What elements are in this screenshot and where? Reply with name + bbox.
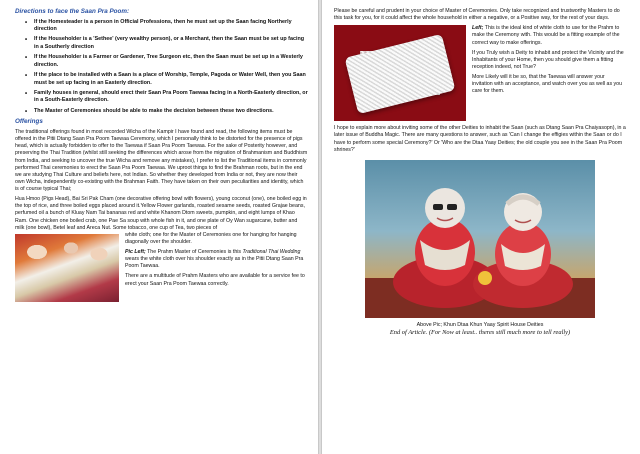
left-figure-glasses-r [447, 204, 457, 210]
intro-paragraph: Please be careful and prudent in your choice of Master of Ceremonies. Only take recognized and trustworthy Masters to do this task for you, for it could affect the whole household in either a negative, or a Positive way, for the rest of your days. [334, 8, 620, 22]
right-page [322, 0, 640, 454]
white-cloth-photo [334, 25, 466, 121]
direction-item: • If the Householder is a 'Sethee' (very wealthy person), or a Merchant, then the Saan must be set up facing in a Southerly direction [25, 36, 308, 51]
pic-left-italic: Traditional Thai Wedding [242, 249, 301, 255]
left-figure-head [425, 188, 465, 228]
wedding-section [15, 232, 308, 302]
direction-item: • Family houses in general, should erect their Saan Pra Poom Taewaa facing in a North-Easterly direction, or in a South-Easterly direction. [25, 90, 308, 105]
direction-item: • The Master of Ceremonies should be able to make the decision between these two directions. [25, 108, 308, 115]
offerings-paragraph-1: The traditional offerings found in most recorded Wicha of the Kampir I have found and read, the following items must be offered in the Pitii Dtang Saan Pra Poom Taewaa Ceremony, which I personally think to be distorted for the presence of pigs head, which is actually forbidden to offer to the Taewaa if Saan Pra Poom Taewaa. For the sake of Posterity however, and preserving the Thai Tradition (whilst still seeking the differences which arose from the migration of Brahmanism and Buddhism from India, and seeking to uncover the true Wicha and remove any mistakes), I prefer to list the Traditional items in commonly performed Thai ceremonies to erect the Saan Pra Poom Taewaa. We uproot things to find the Brahman roots, but in the end we are studying Thai Culture and beliefs here, not Indian. So whether they developed from India or not, they are now their own Wicha, independently co-existing with the Brahman Faith. They have taken on their own peculiarities and identity, which is of course typical Thai; [15, 129, 308, 192]
pic-left-label: Pic Left; [125, 249, 146, 255]
pic-left-text-a: The Prahm Master of Ceremonies is this [145, 249, 243, 255]
cloth-paragraph-3: More Likely will it be so, that the Taewaa will answer your invitation with an acceptance, and watch over you as well as you care for them. [472, 74, 623, 95]
wedding-photo [15, 234, 119, 302]
wedding-text-column [125, 232, 308, 291]
direction-item: • If the Homesteader is a person in Official Professions, then he must set up the Saan facing Northerly direction [25, 19, 308, 34]
offerings-paragraph-2: Hua Hmoo (Pigs Head), Bai Sri Pak Cham (one decorative offering bowl with flowers), young coconut (one), one boiled egg in the top of rice, and three boiled eggs placed around it.Yellow Flower garlands, roasted sesame seeds, roasted Grajae beans, perfumed oil a bunch of Kluay Nam Tai bananas red and white Khanom Dtom sweets, pumpkin, and eight lumps of Khao Ram. One chicken one boiled crab, one Pae Sa soup with whole fish in it, and one plate of Oy Wan sugarcane, butter and milk (one bowl), Betel leaf and Areca Nut. Some tobacco, one cup of Tea, two pieces of [15, 196, 307, 231]
pic-left-text-b: wears the white cloth over his shoulder exactly as in the Pitii Dtang Saan Pra Poom Taewaa. [125, 256, 304, 270]
cloth-caption [472, 25, 626, 46]
hope-paragraph: I hope to explain more about inviting some of the other Deities to inhabit the Saan (such as Dtang Saan Pra Chaiyasopn), in a later issue of Buddha Magic. There are many questions to answer, such as 'Can I change the effigies within the Saan or do I have to perform some special Ceremony?' Or 'Who are the Dtaa Yaay Deities; the old couple you see in the Saan Pra Poom shrines?' [334, 125, 626, 153]
cloth-section [334, 25, 626, 121]
deities-caption: Above Pic; Khun Dtaa Khun Yaay Spirit House Deities [416, 321, 544, 328]
pic-left-caption [125, 249, 308, 270]
left-figure-glasses-l [433, 204, 443, 210]
lace-cloth [344, 34, 455, 114]
end-of-article: End of Article. (For Now at least.. theres still much more to tell really) [389, 328, 571, 336]
masters-paragraph: There are a multitude of Prahm Masters who are available for a service fee to erect your Saan Pra Poom Taewaa correctly. [125, 273, 305, 287]
deities-illustration [365, 160, 595, 318]
cloth-text-column [472, 25, 626, 98]
direction-item: • If the Householder is a Farmer or Gardener, Tree Surgeon etc, then the Saan must be set up in a Westerly direction. [25, 54, 308, 69]
offerings-paragraph-2-continued: white cloth; one for the Master of Ceremonies one for hanging for hanging diagonally over the shoulder. [125, 231, 297, 245]
direction-item: • If the place to be installed with a Saan is a place of Worship, Temple, Pagoda or Water Well, then you Saan must be set up facing in an Easterly direction. [25, 72, 308, 87]
left-label: Left; [472, 25, 484, 32]
spirit-deities-photo [365, 160, 595, 318]
left-page [0, 0, 318, 454]
offerings-heading: Offerings [15, 118, 43, 126]
left-text: This is the ideal kind of white cloth to use for the Prahm to make the Ceremony with. This would be a fitting example of the correct way to make offerings. [472, 25, 620, 46]
directions-heading: Directions to face the Saan Pra Poom: [15, 8, 130, 15]
cloth-paragraph-2: If you Truly wish a Deity to inhabit and protect the Vicinity and the Inhabitants of your Home, then you should give them a fitting reception indeed, not True? [472, 49, 624, 70]
center-ornament [478, 271, 492, 285]
directions-list [15, 19, 308, 116]
